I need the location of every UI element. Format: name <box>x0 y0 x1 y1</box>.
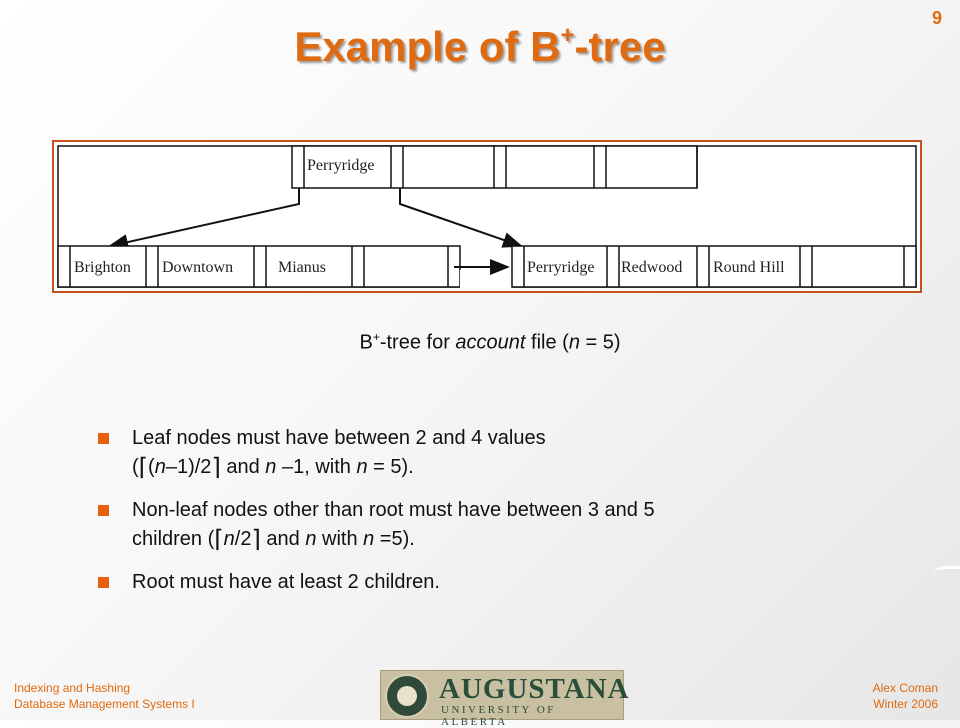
bplus-tree-diagram <box>54 142 920 291</box>
right-leaf-key-1: Perryridge <box>527 259 595 276</box>
slide-number: 9 <box>931 8 942 28</box>
bullet-square-icon <box>98 433 109 444</box>
right-leaf-node <box>512 246 916 287</box>
slide-title <box>0 22 960 71</box>
caption-sup: + <box>372 330 380 344</box>
bullet-list <box>96 424 856 611</box>
logo-name: AUGUSTANA <box>439 673 630 705</box>
footer-left <box>14 680 195 712</box>
caption-prefix: B <box>359 331 373 354</box>
title-tail: -tree <box>574 23 666 70</box>
right-leaf-key-3: Round Hill <box>713 259 785 276</box>
bullet-square-icon <box>98 577 109 588</box>
title-main: Example of B <box>294 23 561 70</box>
left-leaf-key-3: Mianus <box>278 259 326 276</box>
university-seal-icon <box>385 674 429 718</box>
caption-var: n <box>568 331 580 354</box>
university-logo <box>380 670 630 728</box>
left-leaf-key-1: Brighton <box>74 259 131 276</box>
leaf-gap <box>460 270 512 291</box>
caption-italic: account <box>455 331 526 354</box>
bullet-item-nonleaf-nodes <box>96 496 856 554</box>
footer-course-topic: Indexing and Hashing <box>14 681 131 695</box>
root-node <box>292 146 697 188</box>
logo-subtitle: UNIVERSITY OF ALBERTA <box>441 704 556 728</box>
bullet-2-line-1: Non-leaf nodes other than root must have between 3 and 5 <box>132 499 655 521</box>
left-leaf-key-2: Downtown <box>162 259 234 276</box>
bullet-2-line-2: children (⌈n/2⌉ and n with n =5). <box>132 526 415 553</box>
bplus-tree-figure <box>52 140 922 293</box>
figure-caption <box>0 330 960 355</box>
root-left-pointer <box>110 188 299 246</box>
right-leaf-key-2: Redwood <box>621 259 683 276</box>
bullet-3-line-1: Root must have at least 2 children. <box>132 571 440 593</box>
decorative-swoosh <box>934 566 960 579</box>
caption-end: = 5) <box>579 331 621 354</box>
footer-term: Winter 2006 <box>873 697 938 711</box>
root-key-1: Perryridge <box>307 157 375 174</box>
caption-middle: -tree for <box>379 331 456 354</box>
title-superscript: + <box>560 22 575 49</box>
bullet-square-icon <box>98 505 109 516</box>
bullet-1-line-1: Leaf nodes must have between 2 and 4 values <box>132 427 546 449</box>
footer-course-name: Database Management Systems I <box>14 697 195 711</box>
bullet-1-line-2: (⌈(n–1)/2⌉ and n –1, with n = 5). <box>132 454 414 481</box>
bullet-item-root <box>96 568 856 597</box>
root-right-pointer <box>400 188 521 246</box>
left-leaf-node <box>58 246 460 287</box>
footer-author: Alex Coman <box>872 681 938 695</box>
footer-right <box>873 680 938 712</box>
bullet-item-leaf-nodes <box>96 424 856 482</box>
caption-after: file ( <box>525 331 569 354</box>
